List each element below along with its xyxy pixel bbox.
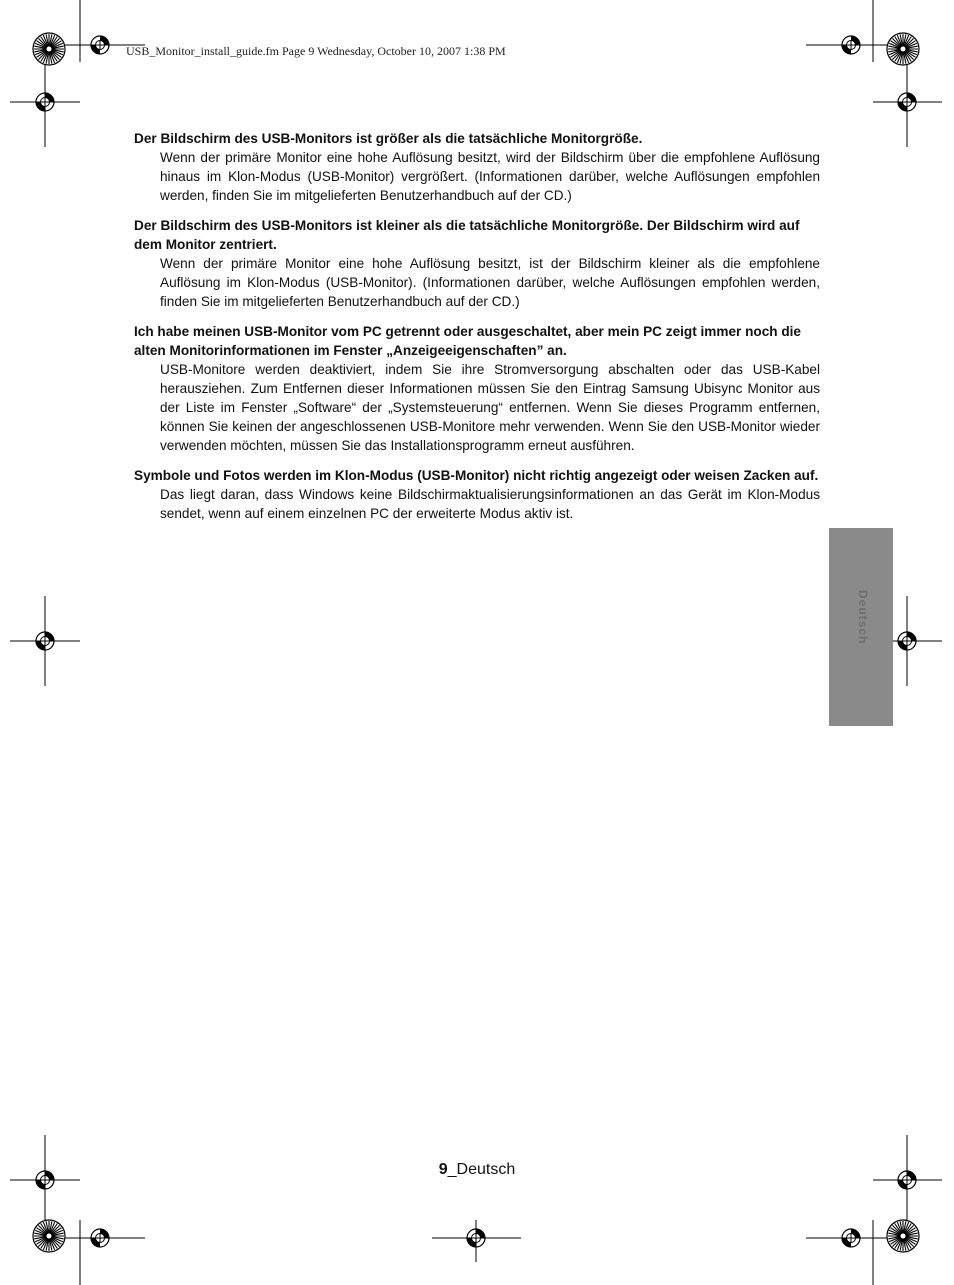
faq-item [134, 466, 820, 523]
page-footer [0, 1161, 954, 1179]
faq-answer: USB-Monitore werden deaktiviert, indem Sie ihre Stromversorgung abschalten oder das USB-Kabel herausziehen. Zum Entfernen dieser Informationen müssen Sie den Eintrag Samsung Ubisync Monitor aus der Liste im Fenster „Software“ der „Systemsteuerung“ entfernen. Wenn Sie dieses Programm entfernen, können Sie keinen der angeschlossenen USB-Monitore mehr verwenden. Wenn Sie den USB-Monitor wieder verwenden möchten, müssen Sie das Installationsprogramm erneut ausführen. [160, 362, 820, 453]
footer-language: _Deutsch [447, 1161, 516, 1178]
faq-answer: Wenn der primäre Monitor eine hohe Auflösung besitzt, wird der Bildschirm über die empfohlene Auflösung hinaus im Klon-Modus (USB-Monitor) vergrößert. (Informationen darüber, welche Auflösungen empfohlen werden, finden Sie im mitgelieferten Benutzerhandbuch auf der CD.) [160, 150, 820, 203]
file-info-header: USB_Monitor_install_guide.fm Page 9 Wednesday, October 10, 2007 1:38 PM [126, 44, 506, 58]
faq-item [134, 129, 820, 205]
faq-answer: Wenn der primäre Monitor eine hohe Auflösung besitzt, ist der Bildschirm kleiner als die empfohlene Auflösung im Klon-Modus (USB-Monitor). (Informationen darüber, welche Auflösungen empfohlen werden, finden Sie im mitgelieferten Benutzerhandbuch auf der CD.) [160, 256, 820, 309]
faq-question: Ich habe meinen USB-Monitor vom PC getrennt oder ausgeschaltet, aber mein PC zeigt immer noch die alten Monitorinformationen im Fenster „Anzeigeeigenschaften” an. [134, 324, 801, 358]
faq-question: Symbole und Fotos werden im Klon-Modus (USB-Monitor) nicht richtig angezeigt oder weisen Zacken auf. [134, 468, 819, 483]
language-tab-label: Deutsch [856, 590, 870, 645]
faq-question: Der Bildschirm des USB-Monitors ist größer als die tatsächliche Monitorgröße. [134, 131, 643, 146]
page-number: 9 [438, 1161, 448, 1178]
faq-question: Der Bildschirm des USB-Monitors ist kleiner als die tatsächliche Monitorgröße. Der Bildschirm wird auf dem Monitor zentriert. [134, 218, 800, 252]
faq-item [134, 322, 820, 455]
faq-content [134, 129, 820, 534]
faq-item [134, 216, 820, 311]
faq-answer: Das liegt daran, dass Windows keine Bildschirmaktualisierungsinformationen an das Gerät im Klon-Modus sendet, wenn auf einem einzelnen PC der erweiterte Modus aktiv ist. [160, 487, 820, 521]
